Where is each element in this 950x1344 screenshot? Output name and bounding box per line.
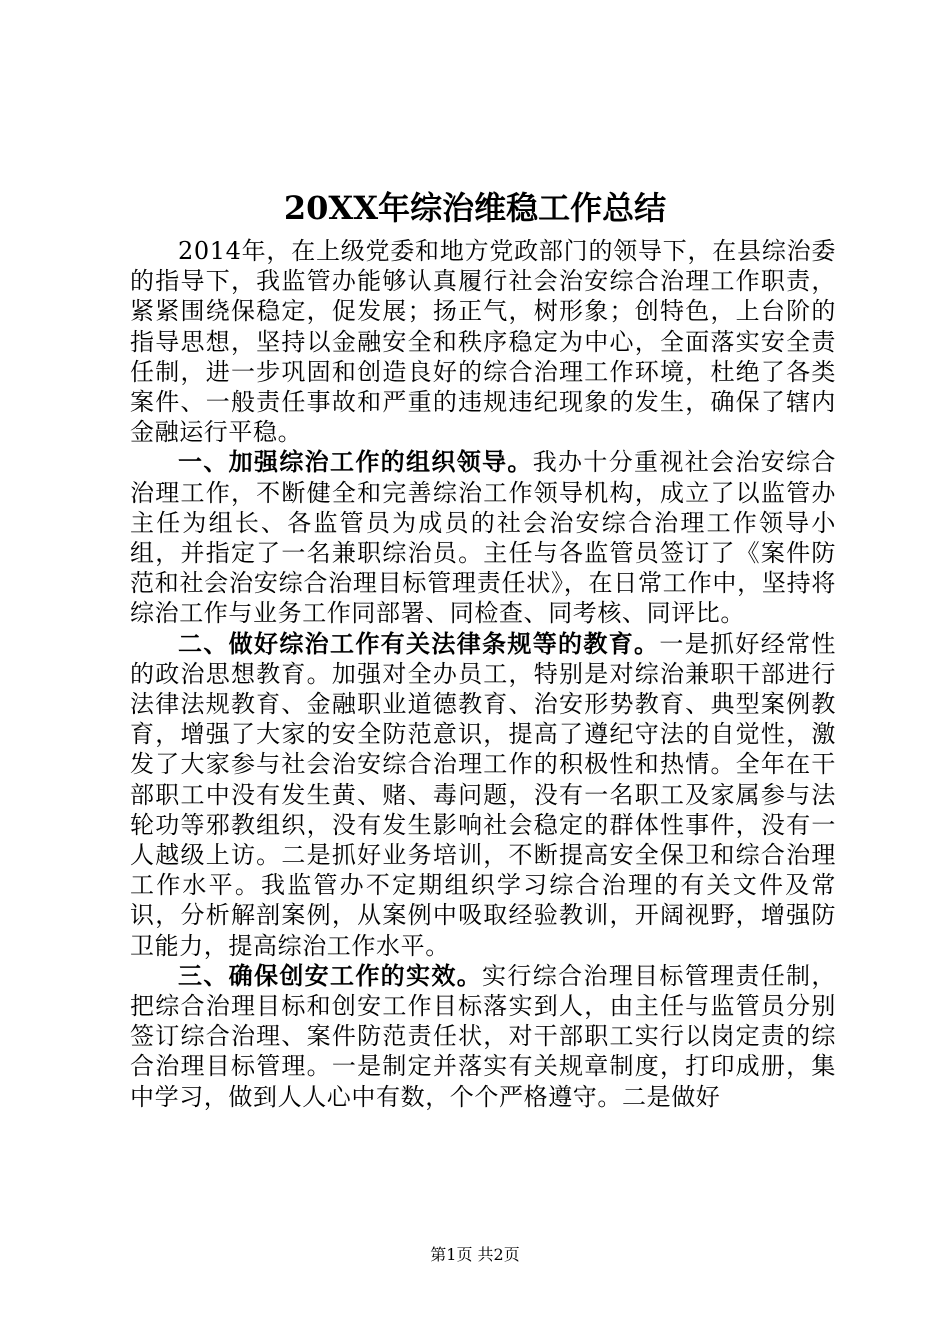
paragraph-text: 实行综合治理目标管理责任制，把综合治理目标和创安工作目标落实到人，由主任与监管员分别签订综合治理、案件防范责任状，对干部职工实行以岗定责的综合治理目标管理。一是制定并落实有关规章制度，打印成册，集中学习，做到人人心中有数，个个严格遵守。二是做好 — [130, 961, 836, 1111]
paragraph-heading: 二、做好综治工作有关法律条规等的教育。 — [178, 628, 660, 658]
paragraph-heading: 三、确保创安工作的实效。 — [178, 960, 483, 990]
document-body — [130, 236, 836, 1112]
paragraph-text: 一是抓好经常性的政治思想教育。加强对全办员工，特别是对综治兼职干部进行法律法规教育、金融职业道德教育、治安形势教育、典型案例教育，增强了大家的安全防范意识，提高了遵纪守法的自觉性，激发了大家参与社会治安综合治理工作的积极性和热情。全年在干部职工中没有发生黄、赌、毒问题，没有一名职工及家属参与法轮功等邪教组织，没有发生影响社会稳定的群体性事件，没有一人越级上访。二是抓好业务培训，不断提高安全保卫和综合治理工作水平。我监管办不定期组织学习综合治理的有关文件及常识，分析解剖案例，从案例中吸取经验教训，开阔视野，增强防卫能力，提高综治工作水平。 — [130, 629, 836, 960]
paragraph-section-1 — [130, 447, 836, 628]
document-title: 20XX年综治维稳工作总结 — [283, 189, 667, 227]
paragraph-section-2 — [130, 629, 836, 961]
paragraph-intro — [130, 236, 836, 447]
paragraph-text: 我办十分重视社会治安综合治理工作，不断健全和完善综治工作领导机构，成立了以监管办主任为组长、各监管员为成员的社会治安综合治理工作领导小组，并指定了一名兼职综治员。主任与各监管员签订了《案件防范和社会治安综合治理目标管理责任状》，在日常工作中，坚持将综治工作与业务工作同部署、同检查、同考核、同评比。 — [130, 448, 836, 628]
paragraph-section-3 — [130, 961, 836, 1112]
paragraph-text: 2014年，在上级党委和地方党政部门的领导下，在县综治委的指导下，我监管办能够认真履行社会治安综合治理工作职责，紧紧围绕保稳定，促发展；扬正气，树形象；创特色，上台阶的指导思想，坚持以金融安全和秩序稳定为中心，全面落实安全责任制，进一步巩固和创造良好的综合治理工作环境，杜绝了各类案件、一般责任事故和严重的违规违纪现象的发生，确保了辖内金融运行平稳。 — [130, 237, 836, 447]
page-footer: 第1页 共2页 — [430, 1245, 520, 1264]
paragraph-heading: 一、加强综治工作的组织领导。 — [178, 447, 533, 477]
